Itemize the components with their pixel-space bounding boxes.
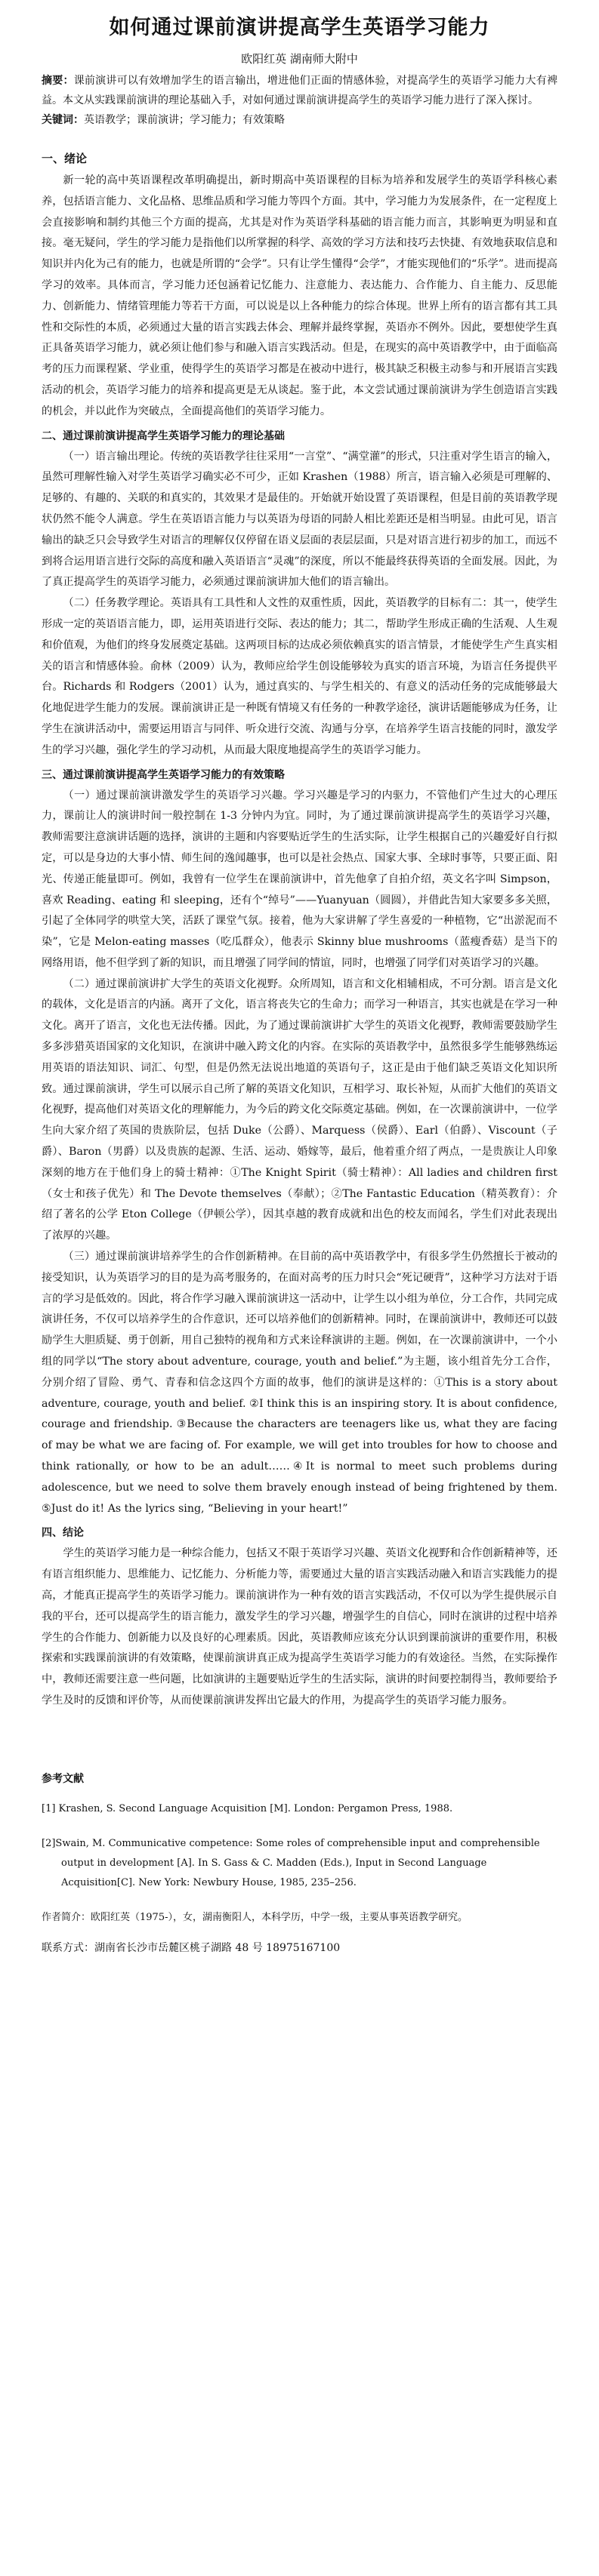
keywords-label: 关键词： <box>42 114 84 126</box>
keywords-text: 英语教学；课前演讲；学习能力；有效策略 <box>84 114 285 126</box>
section-2-paragraph-1: （一）语言输出理论。传统的英语教学往往采用“一言堂”、“满堂灌”的形式，只注重对学生语言的输入，虽然可理解性输入对学生英语学习确实必不可少，正如 Krashen（1988）所言，语言输入必须是可理解的、足够的、有趣的、关联的和真实的，其效果才是最佳的。开始就开始设置了英语课程，但是目前的英语教学现状仍然不能令人满意。学生在英语语言能力与以英语为母语的同龄人相比差距还是相当明显。由此可见，语言输出的缺乏只会导致学生对语言的理解仅仅停留在语义层面的表层层面，只是对语言进行初步的加工，而远不到将合运用语言进行交际的高度和融入英语语言“灵魂”的深度，所以不能最终获得英语的全面发展。因此，为了真正提高学生的英语学习能力，必须通过课前演讲加大他们的语言输出。 <box>42 450 558 589</box>
section-3-paragraph-2: （二）通过课前演讲扩大学生的英语文化视野。众所周知，语言和文化相辅相成，不可分割。语言是文化的载体，文化是语言的内涵。离开了文化，语言将丧失它的生命力；而学习一种语言，其实也就是在学习一种文化。离开了语言，文化也无法传播。因此，为了通过课前演讲扩大学生的英语文化视野，教师需要鼓励学生多多涉猎英语国家的文化知识，在演讲中融入跨文化的内容。在实际的英语教学中，虽然很多学生能够熟练运用英语的语法知识、词汇、句型，但是仍然无法说出地道的英语句子，这正是由于他们缺乏英语文化知识所致。通过课前演讲，学生可以展示自己所了解的英语文化知识，互相学习、取长补短，从而扩大他们的英语文化视野，提高他们对英语文化的理解能力，为今后的跨文化交际奠定基础。例如，在一次课前演讲中，一位学生向大家介绍了英国的贵族阶层，包括 Duke（公爵）、Marquess（侯爵）、Earl（伯爵）、Viscount（子爵）、Baron（男爵）以及贵族的起源、生活、运动、婚嫁等，最后，他着重介绍了两点，一是贵族让人印象深刻的地方在于他们身上的骑士精神：①The Knight Spirit（骑士精神）：All ladies and children first（女士和孩子优先）和 The Devote themselves（奉献）；②The Fantastic Education（精英教育）：介绍了著名的公学 Eton College（伊顿公学），因其卓越的教育成就和出色的校友而闻名，学生们对此表现出了浓厚的兴趣。 <box>42 977 557 1242</box>
section-3-paragraph-1: （一）通过课前演讲激发学生的英语学习兴趣。学习兴趣是学习的内驱力，不管他们产生过大的心理压力，课前让人的演讲时间一般控制在 1-3 分钟内为宜。同时，为了通过课前演讲提高学生的英语学习兴趣，教师需要注意演讲话题的选择，演讲的主题和内容要贴近学生的生活实际，让学生根据自己的兴趣爱好自行拟定，可以是身边的大事小情、师生间的逸闻趣事，也可以是社会热点、国家大事、全球时事等，只要正面、阳光、传递正能量即可。例如，我曾有一位学生在课前演讲中，首先他拿了自拍介绍，英文名字叫 Simpson，喜欢 Reading、eating 和 sleeping，还有个“绰号”——Yuanyuan（圆圆），并借此告知大家要多多关照，引起了全体同学的哄堂大笑，活跃了课堂气氛。接着，他为大家讲解了学生喜爱的一种植物，它“出淤泥而不染”，它是 Melon-eating masses（吃瓜群众），他表示 Skinny blue mushrooms（蓝瘦香菇）是当下的网络用语，他不但学到了新的知识，而且增强了同学间的情谊，同时，也增强了同学们对英语学习的兴趣。 <box>42 789 557 969</box>
abstract <box>42 71 557 110</box>
article <box>42 11 557 1958</box>
author-note: 作者简介：欧阳红英（1975-），女，湖南衡阳人，本科学历，中学一级，主要从事英语教学研究。 <box>42 1911 468 1923</box>
references-heading: 参考文献 <box>42 1772 84 1785</box>
reference-item: [1] Krashen, S. Second Language Acquisition [M]. London: Pergamon Press, 1988. <box>42 1802 453 1814</box>
abstract-text: 课前演讲可以有效增加学生的语言输出，增进他们正面的情感体验，对提高学生的英语学习能力大有裨益。本文从实践课前演讲的理论基础入手，对如何通过课前演讲提高学生的英语学习能力进行了深入探讨。 <box>42 75 557 106</box>
section-heading-1: 一、绪论 <box>42 152 88 165</box>
section-1-paragraph-1: 新一轮的高中英语课程改革明确提出，新时期高中英语课程的目标为培养和发展学生的英语学科核心素养，包括语言能力、文化品格、思维品质和学习能力等四个方面。其中，学习能力为发展条件，在一定程度上会直接影响和制约其他三个方面的提高，尤其是对作为英语学科基础的语言能力而言，其影响更为明显和直接。毫无疑问，学生的学习能力是指他们以所掌握的科学、高效的学习方法和技巧去快捷、有效地获取信息和知识并内化为己有的能力，也就是所谓的“会学”。只有让学生懂得“会学”，才能实现他们的“乐学”。进而提高学习的效率。具体而言，学习能力还包涵着记忆能力、注意能力、表达能力、合作能力、自主能力、反思能力、创新能力、情绪管理能力等若干方面，可以说是以上各种能力的综合体现。世界上所有的语言都有其工具性和交际性的本质，必须通过大量的语言实践去体会、理解并最终掌握，英语亦不例外。因此，要想使学生真正具备英语学习能力，就必须让他们参与和融入语言实践活动。但是，在现实的高中英语教学中，由于面临高考的压力而课程紧、学业重，使得学生的英语学习都是在被动中进行，极其缺乏积极主动参与和开展语言实践活动的机会，英语学习能力的培养和提高更是无从谈起。鉴于此，本文尝试通过课前演讲为学生创造语言实践的机会，并以此作为突破点，全面提高他们的英语学习能力。 <box>42 174 557 417</box>
section-heading-3: 三、通过课前演讲提高学生英语学习能力的有效策略 <box>42 768 285 781</box>
section-4-paragraph-1: 学生的英语学习能力是一种综合能力，包括又不限于英语学习兴趣、英语文化视野和合作创新精神等，还有语言组织能力、思维能力、记忆能力、分析能力等，需要通过大量的语言实践活动融入和语言实践能力的提高，才能真正提高学生的英语学习能力。课前演讲作为一种有效的语言实践活动，不仅可以为学生提供展示自我的平台，还可以提高学生的语言能力，激发学生的学习兴趣，增强学生的自信心，同时在演讲的过程中培养学生的合作能力、创新能力以及良好的心理素质。因此，英语教师应该充分认识到课前演讲的重要作用，积极探索和实践课前演讲的有效策略，使课前演讲真正成为提高学生英语学习能力的有效途径。当然，在实际操作中，教师还需要注意一些问题，比如演讲的主题要贴近学生的生活实际，演讲的时间要控制得当，教师要给予学生及时的反馈和评价等，从而使课前演讲发挥出它最大的作用，为提高学生的英语学习能力服务。 <box>42 1547 557 1707</box>
section-heading-2: 二、通过课前演讲提高学生英语学习能力的理论基础 <box>42 429 285 442</box>
keywords <box>42 110 557 130</box>
article-title: 如何通过课前演讲提高学生英语学习能力 <box>109 16 490 39</box>
contact-info: 联系方式：湖南省长沙市岳麓区桃子湖路 48 号 18975167100 <box>42 1941 341 1954</box>
abstract-label: 摘要： <box>42 75 74 87</box>
section-3-paragraph-3: （三）通过课前演讲培养学生的合作创新精神。在目前的高中英语教学中，有很多学生仍然擅长于被动的接受知识，认为英语学习的目的是为高考服务的，在面对高考的压力时只会“死记硬背”，这种学习方法对于语言的学习是低效的。因此，将合作学习融入课前演讲这一活动中，让学生以小组为单位，分工合作，共同完成演讲任务，不仅可以培养学生的合作意识，还可以培养他们的创新精神。同时，在课前演讲中，教师还可以鼓励学生大胆质疑、勇于创新，用自己独特的视角和方式来诠释演讲的主题。例如，在一次课前演讲中，一个小组的同学以“The story about adventure, courage, youth and belief.”为主题，该小组首先分工合作，分别介绍了冒险、勇气、青春和信念这四个方面的故事，他们的演讲是这样的：①This is a story about adventure, courage, youth and belief. ②I think this is an inspiring story. It is about confidence, courage and friendship. ③Because the characters are teenagers like us, what they are facing of may be what we are facing of. For example, we will get into troubles for how to choose and think rationally, or how to be an adult……④It is normal to meet such problems during adolescence, but we need to solve them bravely enough instead of being frightened by them. ⑤Just do it! As the lyrics sing, “Believing in your heart!” <box>42 1251 557 1515</box>
section-2-paragraph-2: （二）任务教学理论。英语具有工具性和人文性的双重性质，因此，英语教学的目标有二：其一，使学生形成一定的英语语言能力，即，运用英语进行交际、表达的能力；其二，帮助学生形成正确的生活观、人生观和价值观，为他们的终身发展奠定基础。这两项目标的达成必须依赖真实的语言情景，才能使学生产生真实相关的语言和情感体验。俞林（2009）认为，教师应给学生创设能够较为真实的语言环境，为语言任务提供平台。Richards 和 Rodgers（2001）认为，通过真实的、与学生相关的、有意义的活动任务的完成能够最大化地促进学生能力的发展。课前演讲正是一种既有情境又有任务的一种教学途径，演讲话题能够成为任务，让学生在演讲活动中，需要运用语言与同伴、听众进行交流、沟通与分享，在培养学生语言技能的同时，激发学生的学习兴趣，强化学生的学习动机，从而最大限度地提高学生的英语学习能力。 <box>42 597 557 756</box>
reference-item: [2]Swain, M. Communicative competence: Some roles of comprehensible input and comprehensible output in development [A]. In S. Gass & C. Madden (Eds.), Input in Second Language Acquisition[C]. New York: Newbury House, 1985, 235–256. <box>42 1837 540 1888</box>
author-line: 欧阳红英 湖南师大附中 <box>241 52 358 66</box>
section-heading-4: 四、结论 <box>42 1527 84 1540</box>
